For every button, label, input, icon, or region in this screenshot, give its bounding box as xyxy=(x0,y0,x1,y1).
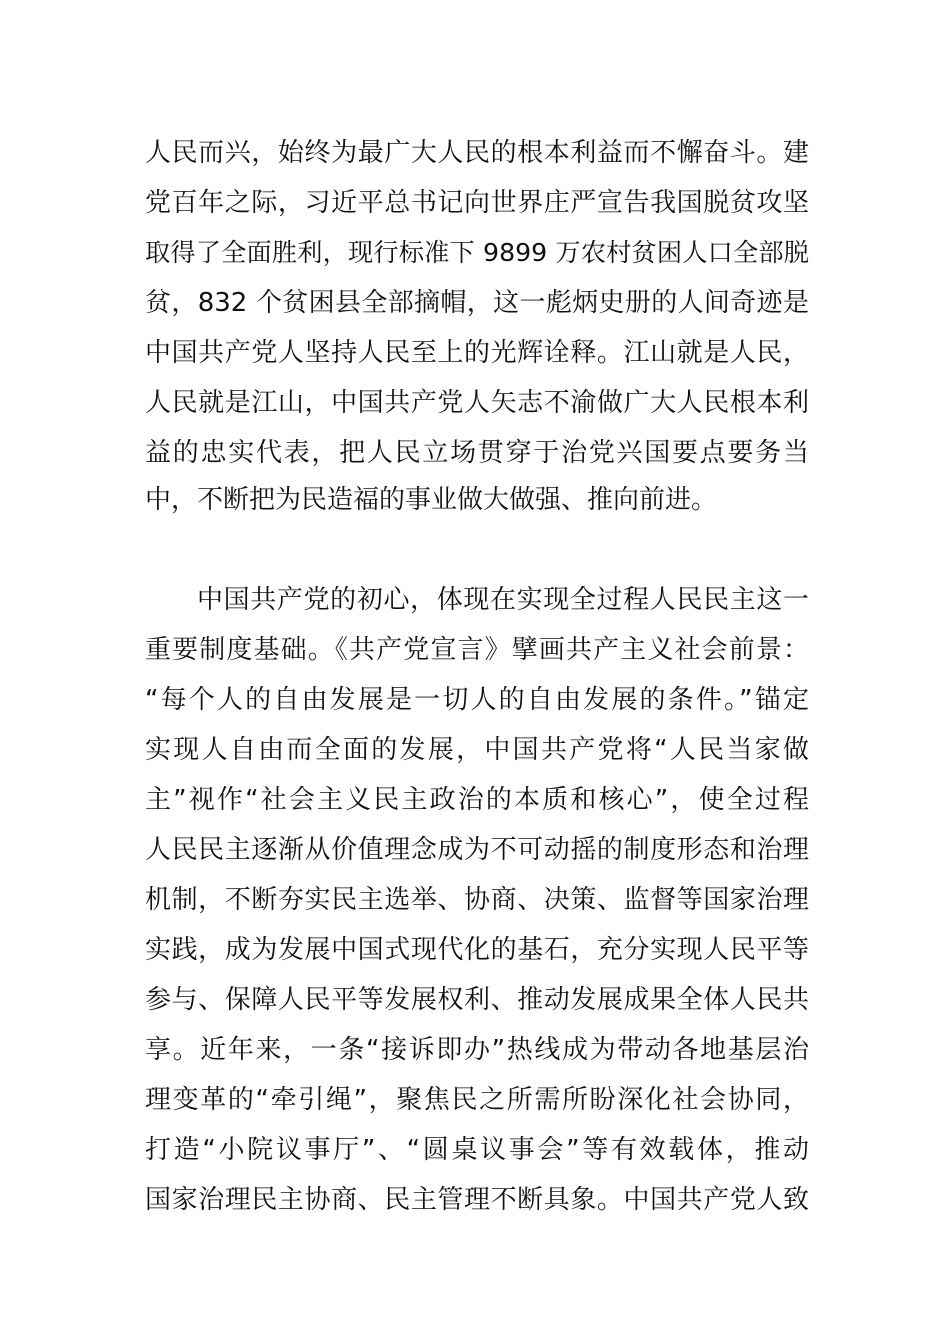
paragraph-2-line-8: 实践，成为发展中国式现代化的基石，充分实现人民平等 xyxy=(145,935,809,965)
paragraph-1-line-2: 党百年之际，习近平总书记向世界庄严宣告我国脱贫攻坚 xyxy=(145,188,809,218)
paragraph-1-line-7: 益的忠实代表，把人民立场贯穿于治党兴国要点要务当 xyxy=(145,438,809,468)
paragraph-2-line-13: 国家治理民主协商、民主管理不断具象。中国共产党人致 xyxy=(145,1185,809,1215)
paragraph-1-line-3: 取得了全面胜利，现行标准下 9899 万农村贫困人口全部脱 xyxy=(145,238,809,267)
paragraph-2-line-10: 享。近年来，一条“接诉即办”热线成为带动各地基层治 xyxy=(145,1035,809,1065)
paragraph-2-line-2: 重要制度基础。《共产党宣言》擘画共产主义社会前景： xyxy=(145,635,809,665)
paragraph-1-line-1: 人民而兴，始终为最广大人民的根本利益而不懈奋斗。建 xyxy=(145,138,809,168)
paragraph-2-line-12: 打造“小院议事厅”、“圆桌议事会”等有效载体，推动 xyxy=(145,1135,809,1165)
paragraph-1-line-5: 中国共产党人坚持人民至上的光辉诠释。江山就是人民， xyxy=(145,338,809,368)
paragraph-2-line-11: 理变革的“牵引绳”，聚焦民之所需所盼深化社会协同， xyxy=(145,1085,809,1115)
paragraph-2-line-3: “每个人的自由发展是一切人的自由发展的条件。”锚定 xyxy=(145,685,809,715)
paragraph-1-line-8: 中，不断把为民造福的事业做大做强、推向前进。 xyxy=(145,485,718,515)
paragraph-2-line-7: 机制，不断夯实民主选举、协商、决策、监督等国家治理 xyxy=(145,885,809,915)
paragraph-1-line-6: 人民就是江山，中国共产党人矢志不渝做广大人民根本利 xyxy=(145,388,809,418)
paragraph-2-line-5: 主”视作“社会主义民主政治的本质和核心”，使全过程 xyxy=(145,785,809,815)
paragraph-2-line-9: 参与、保障人民平等发展权利、推动发展成果全体人民共 xyxy=(145,985,809,1015)
paragraph-2-line-6: 人民民主逐渐从价值理念成为不可动摇的制度形态和治理 xyxy=(145,835,809,865)
paragraph-2-line-1: 中国共产党的初心，体现在实现全过程人民民主这一 xyxy=(197,585,809,615)
paragraph-2-line-4: 实现人自由而全面的发展，中国共产党将“人民当家做 xyxy=(145,735,809,765)
paragraph-1-line-4: 贫，832 个贫困县全部摘帽，这一彪炳史册的人间奇迹是 xyxy=(145,288,809,318)
